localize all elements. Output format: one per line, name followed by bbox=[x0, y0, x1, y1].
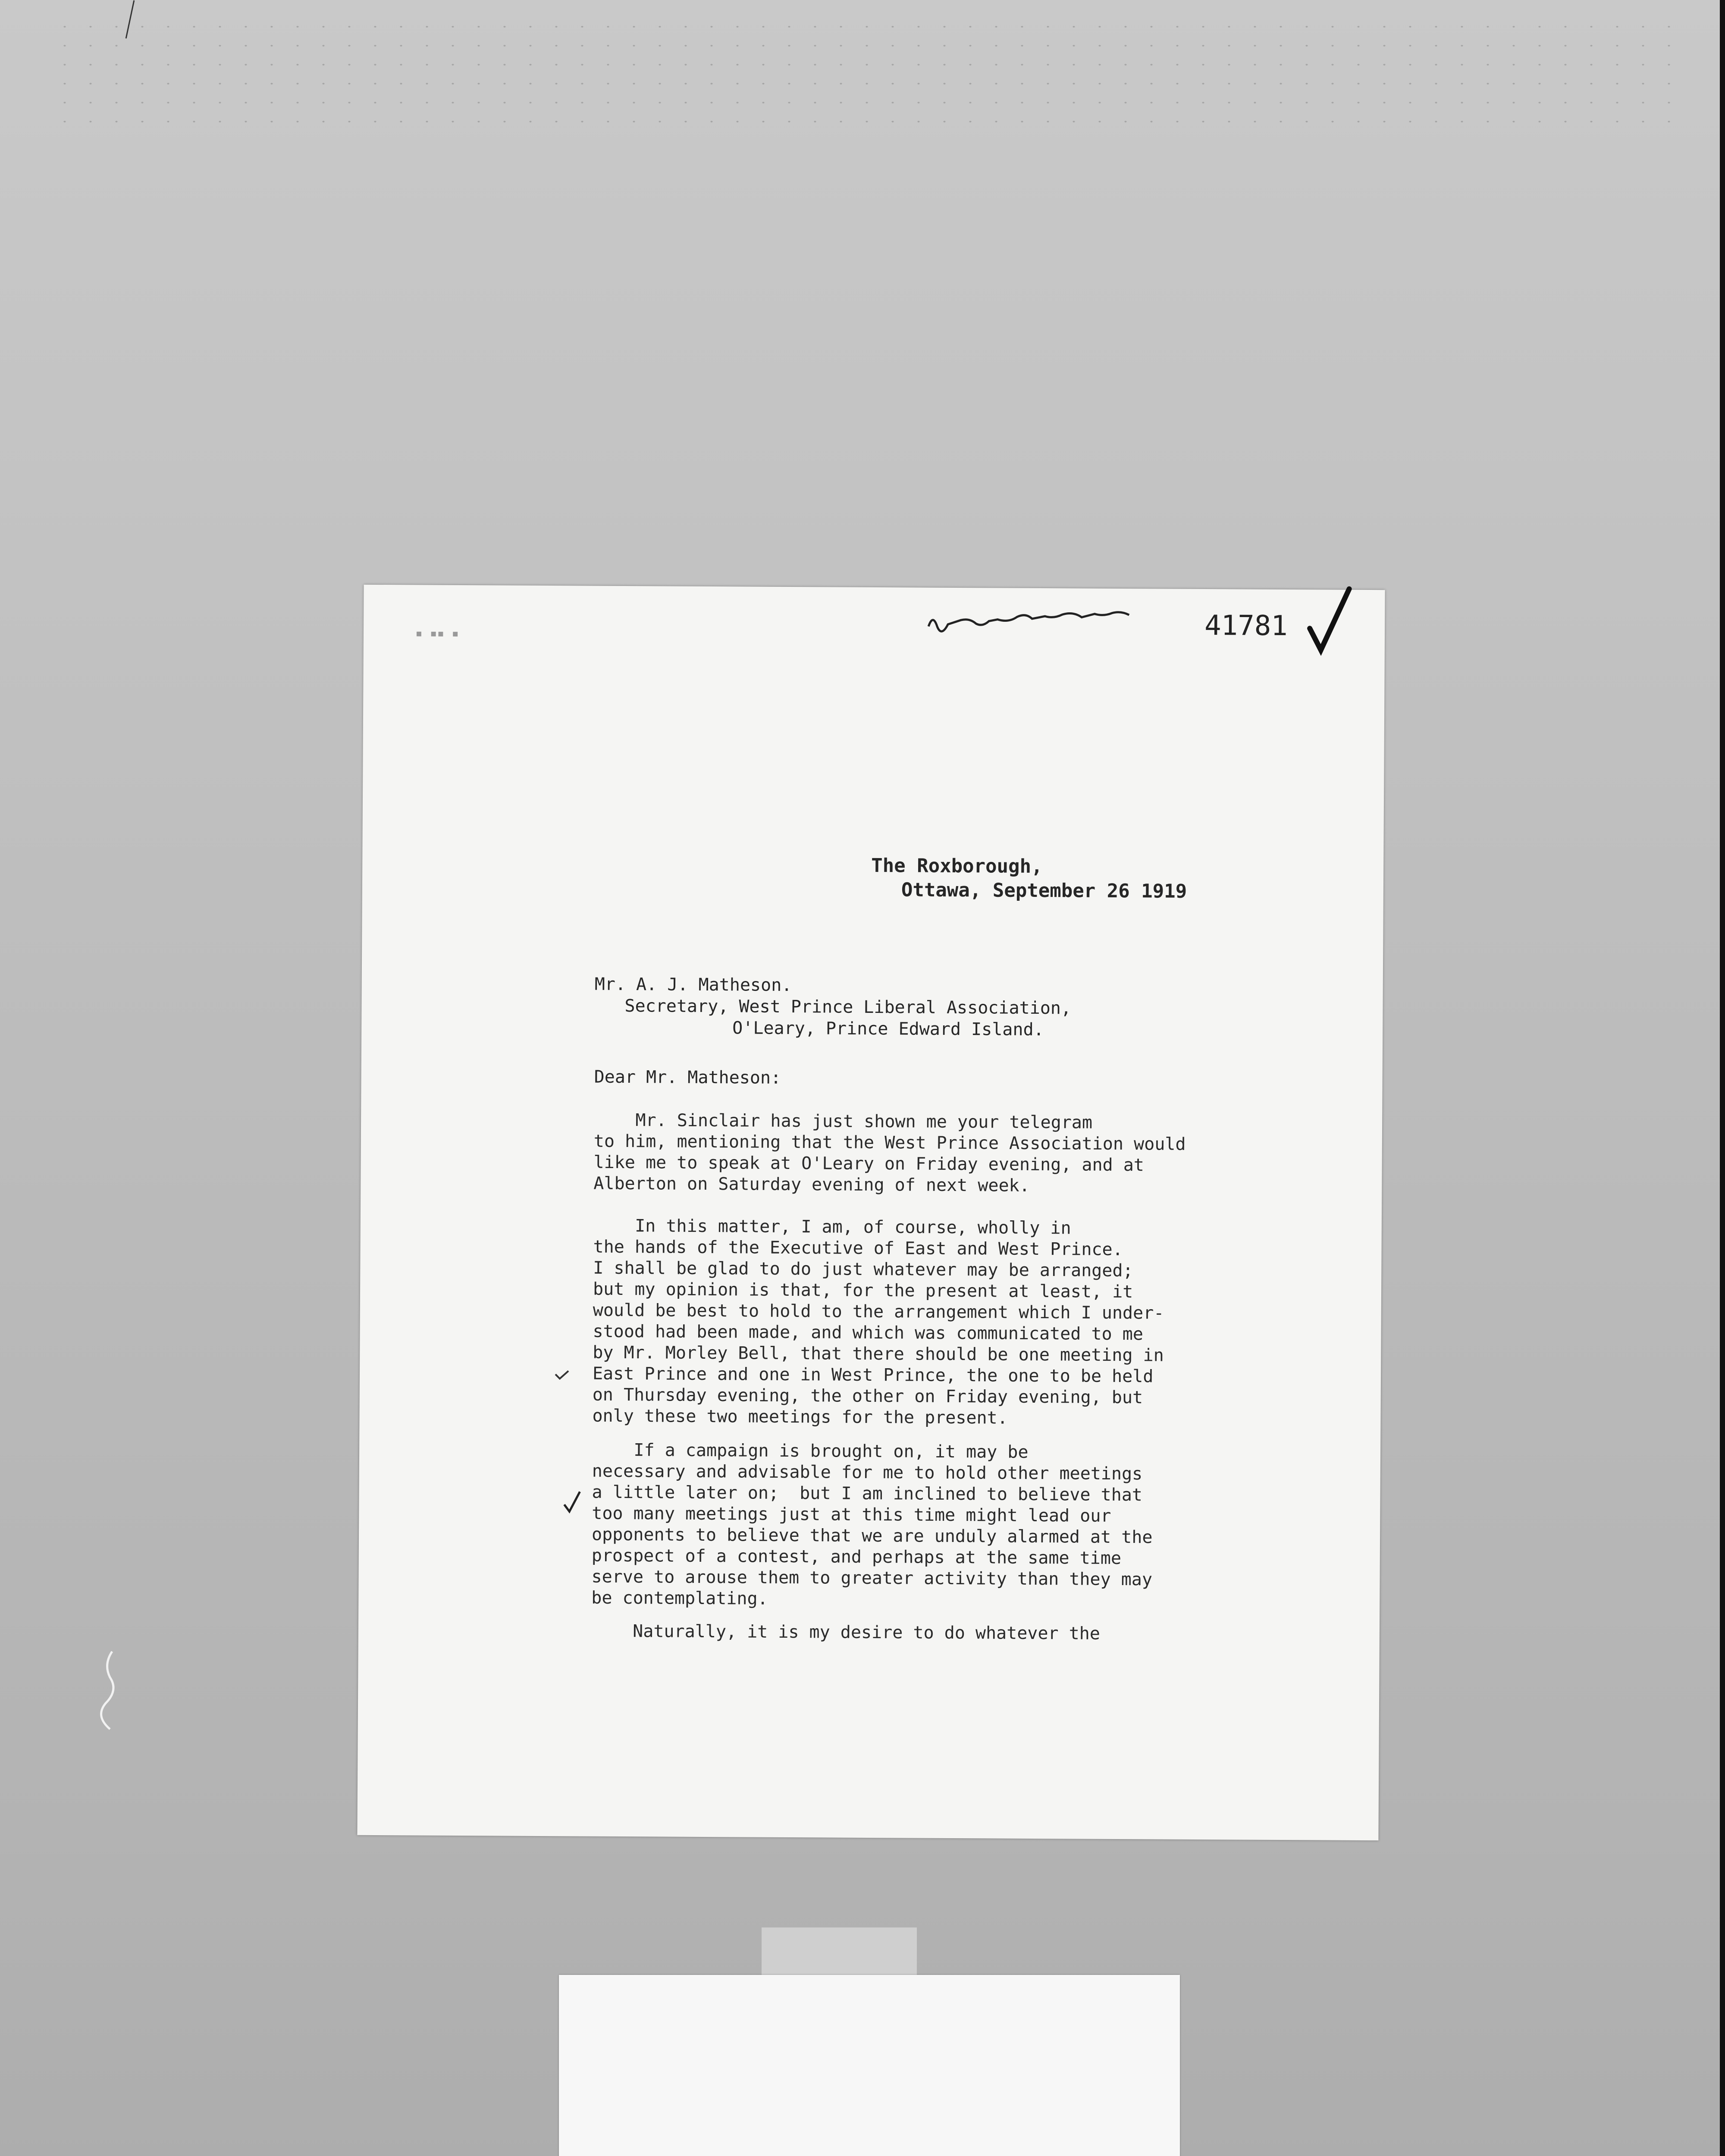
paragraph-line: necessary and advisable for me to hold other meetings bbox=[592, 1461, 1143, 1484]
letter-page bbox=[357, 585, 1385, 1840]
paper-tab bbox=[762, 1927, 917, 1975]
paragraph-line: would be best to hold to the arrangement which I under- bbox=[593, 1300, 1164, 1323]
paragraph-line: to him, mentioning that the West Prince Association would bbox=[593, 1131, 1186, 1154]
paragraph-line: I shall be glad to do just whatever may be arranged; bbox=[593, 1258, 1133, 1281]
document-number: 41781 bbox=[1204, 610, 1288, 642]
paragraph-1 bbox=[593, 1110, 1241, 1198]
paragraph-line: on Thursday evening, the other on Friday evening, but bbox=[592, 1385, 1143, 1408]
heading-line-1: The Roxborough, bbox=[871, 854, 1043, 878]
paragraph-line: serve to arouse them to greater activity than they may bbox=[591, 1567, 1153, 1590]
paragraph-line: too many meetings just at this time might lead our bbox=[592, 1503, 1111, 1526]
annotation-text bbox=[924, 605, 1107, 626]
paragraph-line: Alberton on Saturday evening of next week. bbox=[593, 1173, 1030, 1196]
paragraph-line: stood had been made, and which was communicated to me bbox=[593, 1321, 1144, 1344]
paragraph-line: Mr. Sinclair has just shown me your telegram bbox=[593, 1110, 1093, 1133]
checkmark-icon bbox=[1304, 585, 1356, 663]
paragraph-line: like me to speak at O'Leary on Friday evening, and at bbox=[593, 1152, 1145, 1175]
margin-loop-icon bbox=[95, 1647, 134, 1742]
paragraph-line: prospect of a contest, and perhaps at the same time bbox=[591, 1545, 1122, 1569]
paragraph-4 bbox=[591, 1621, 1238, 1645]
paragraph-line: be contemplating. bbox=[591, 1588, 768, 1609]
margin-tick-icon bbox=[554, 1368, 571, 1381]
paragraph-line: If a campaign is brought on, it may be bbox=[592, 1440, 1029, 1462]
label-card bbox=[559, 1975, 1180, 2156]
paragraph-line: opponents to believe that we are unduly alarmed at the bbox=[591, 1524, 1153, 1548]
paragraph-3 bbox=[591, 1440, 1239, 1612]
salutation: Dear Mr. Matheson: bbox=[594, 1067, 781, 1088]
recipient-location: O'Leary, Prince Edward Island. bbox=[732, 1018, 1044, 1040]
film-speckle bbox=[52, 17, 1690, 138]
paragraph-line: but my opinion is that, for the present at least, it bbox=[593, 1279, 1133, 1302]
film-edge-right bbox=[1720, 0, 1725, 2156]
paragraph-line: In this matter, I am, of course, wholly in bbox=[593, 1216, 1071, 1238]
heading-line-2: Ottawa, September 26 1919 bbox=[901, 879, 1187, 903]
paragraph-2 bbox=[592, 1216, 1240, 1430]
paragraph-line: East Prince and one in West Prince, the one to be held bbox=[592, 1363, 1154, 1387]
page-stub-mark: ▪ ▪▪ ▪ bbox=[415, 626, 459, 640]
margin-checkmark-icon bbox=[561, 1489, 583, 1515]
paragraph-line: the hands of the Executive of East and West Prince. bbox=[593, 1237, 1123, 1260]
paragraph-line: a little later on; but I am inclined to believe that bbox=[592, 1482, 1143, 1505]
paragraph-line: Naturally, it is my desire to do whatever the bbox=[591, 1621, 1101, 1644]
paragraph-line: by Mr. Morley Bell, that there should be one meeting in bbox=[593, 1342, 1164, 1366]
paragraph-line: only these two meetings for the present. bbox=[592, 1406, 1008, 1428]
recipient-name: Mr. A. J. Matheson. bbox=[594, 974, 792, 996]
recipient-title: Secretary, West Prince Liberal Association, bbox=[624, 996, 1072, 1018]
